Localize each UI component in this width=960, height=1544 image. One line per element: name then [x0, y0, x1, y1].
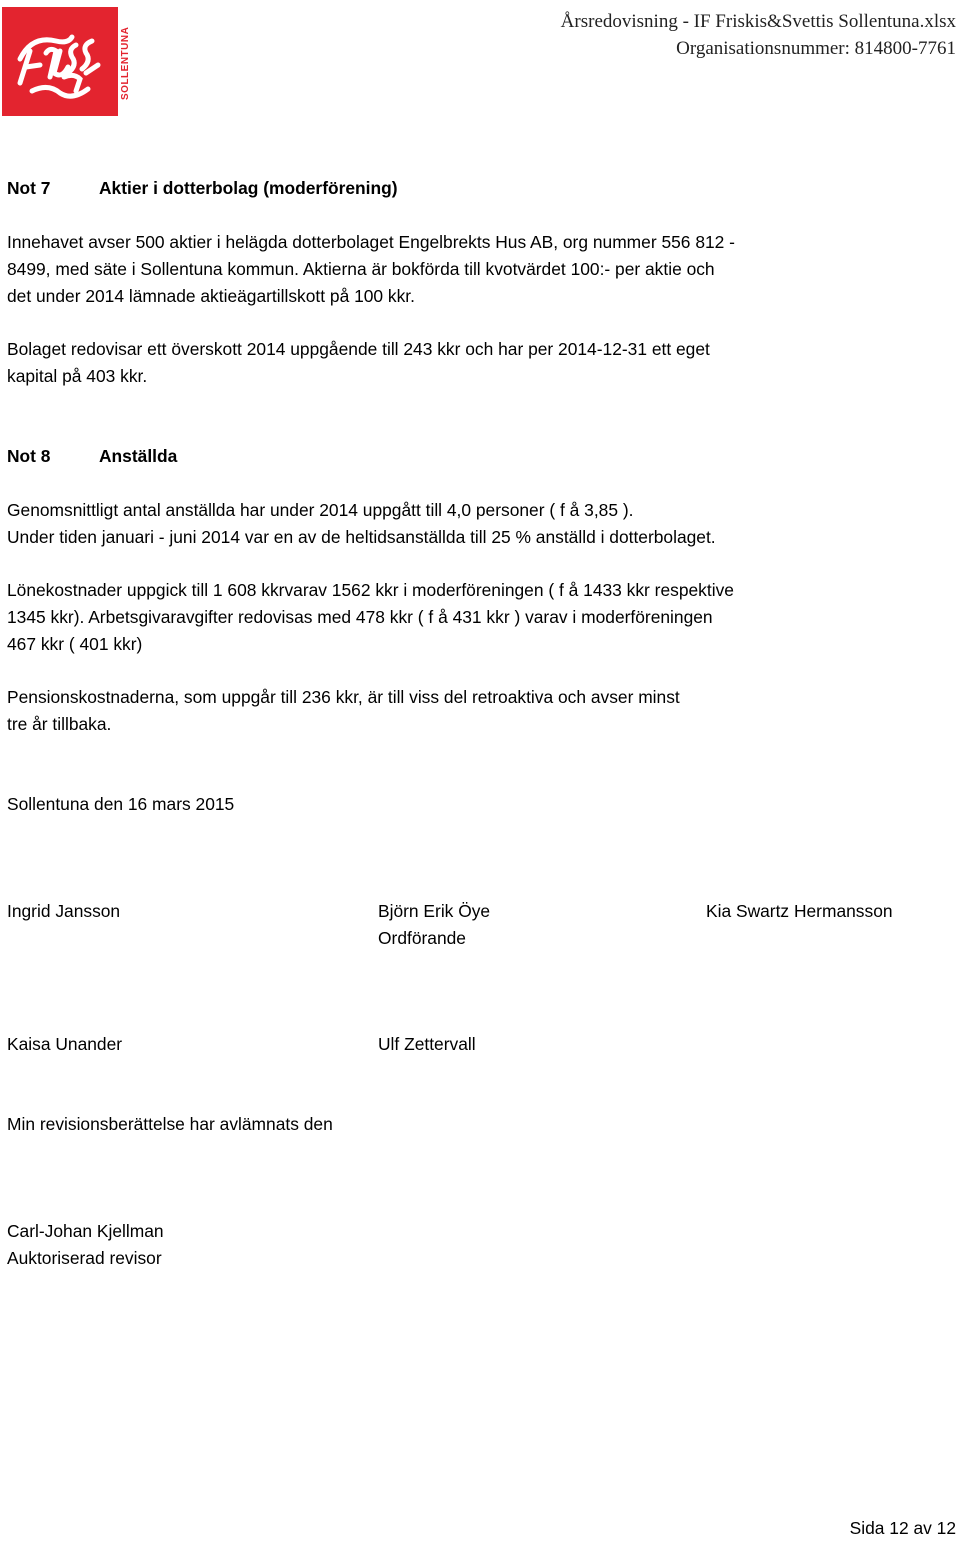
text-line: Under tiden januari - juni 2014 var en av de heltidsanställda till 25 % anställd i dotterbolaget.	[7, 527, 716, 547]
note8-title: Anställda	[99, 446, 178, 466]
signature-bjorn-erik-oye	[378, 898, 490, 952]
auditor-name: Carl-Johan Kjellman	[7, 1221, 164, 1241]
note7-paragraph-2	[7, 336, 710, 390]
text-line: Lönekostnader uppgick till 1 608 kkrvarav 1562 kkr i moderföreningen ( f å 1433 kkr respektive	[7, 580, 734, 600]
text-line: 1345 kkr). Arbetsgivaravgifter redovisas med 478 kkr ( f å 431 kkr ) varav i moderföreningen	[7, 607, 713, 627]
signatory-role: Ordförande	[378, 928, 466, 948]
document-header	[561, 8, 956, 62]
signature-ingrid-jansson: Ingrid Jansson	[7, 901, 121, 921]
text-line: Bolaget redovisar ett överskott 2014 uppgående till 243 kkr och har per 2014-12-31 ett eget	[7, 339, 710, 359]
file-title: Årsredovisning - IF Friskis&Svettis Sollentuna.xlsx	[560, 11, 956, 32]
auditor-title: Auktoriserad revisor	[7, 1248, 162, 1268]
signature-kia-swartz-hermansson: Kia Swartz Hermansson	[706, 901, 893, 921]
page-number: Sida 12 av 12	[849, 1518, 956, 1538]
signature-ulf-zettervall: Ulf Zettervall	[378, 1034, 476, 1054]
audit-statement: Min revisionsberättelse har avlämnats den	[7, 1114, 333, 1134]
logo-graphic	[2, 7, 118, 116]
note8-paragraph-1	[7, 497, 716, 551]
logo-side-text: SOLLENTUNA	[120, 26, 131, 100]
text-line: 8499, med säte i Sollentuna kommun. Aktierna är bokförda till kvotvärdet 100:- per aktie och	[7, 259, 715, 279]
friskis-svettis-logo	[2, 7, 118, 116]
text-line: Genomsnittligt antal anställda har under 2014 uppgått till 4,0 personer ( f å 3,85 ).	[7, 500, 634, 520]
note8-number: Not 8	[7, 446, 51, 466]
signatory-name: Björn Erik Öye	[378, 901, 491, 921]
text-line: tre år tillbaka.	[7, 714, 112, 734]
text-line: Pensionskostnaderna, som uppgår till 236 kkr, är till viss del retroaktiva och avser minst	[7, 687, 680, 707]
text-line: kapital på 403 kkr.	[7, 366, 148, 386]
auditor-block	[7, 1218, 164, 1272]
note8-paragraph-3	[7, 684, 680, 738]
note7-number: Not 7	[7, 178, 51, 198]
text-line: 467 kkr ( 401 kkr)	[7, 634, 143, 654]
note7-title: Aktier i dotterbolag (moderförening)	[99, 178, 398, 198]
note7-paragraph-1	[7, 229, 735, 310]
text-line: det under 2014 lämnade aktieägartillskott på 100 kkr.	[7, 286, 415, 306]
signature-kaisa-unander: Kaisa Unander	[7, 1034, 123, 1054]
place-date: Sollentuna den 16 mars 2015	[7, 794, 235, 814]
note8-paragraph-2	[7, 577, 734, 658]
text-line: Innehavet avser 500 aktier i helägda dotterbolaget Engelbrekts Hus AB, org nummer 556 812 -	[7, 232, 735, 252]
org-number: Organisationsnummer: 814800-7761	[676, 38, 956, 59]
